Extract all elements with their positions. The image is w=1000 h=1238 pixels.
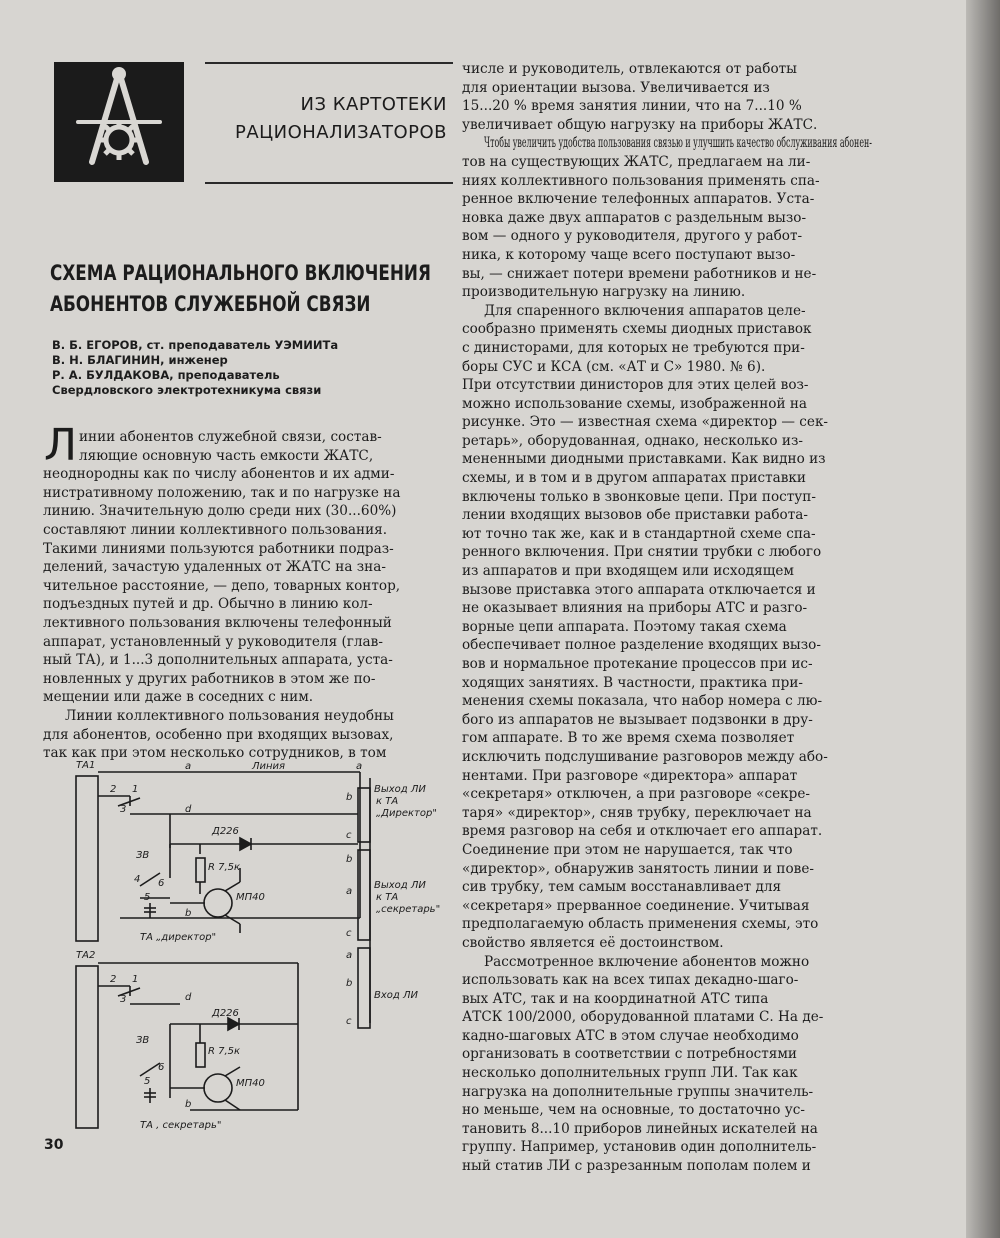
text-line: время разговор на себя и отключает его аппарат. <box>462 823 823 840</box>
schematic-label-input: Вход ЛИ <box>374 990 418 1001</box>
text-line: ренного включения. При снятии трубки с любого <box>462 544 822 561</box>
text-line: лении входящих вызовов обе приставки работа- <box>462 507 808 524</box>
text-line: ходящих занятиях. В частности, практика при- <box>462 674 803 691</box>
text-line: бого из аппаратов не вызывает подзвонки в дру- <box>462 711 813 728</box>
page-edge-shadow <box>966 0 1000 1238</box>
text-line: мещении или даже в соседних с ним. <box>43 689 314 706</box>
text-line: Такими линиями пользуются работники подраз- <box>43 540 394 557</box>
schematic-label-b: b <box>346 978 353 989</box>
text-line: ренное включение телефонных аппаратов. Уста- <box>462 191 815 208</box>
text-line: так как при этом несколько сотрудников, в том <box>43 745 387 762</box>
author-line: Свердловского электротехникума связи <box>52 383 322 397</box>
text-line: 15...20 % время занятия линии, что на 7...10 % <box>462 98 802 115</box>
schematic-label-c: c <box>346 830 352 841</box>
text-line: Соединение при этом не нарушается, так что <box>462 841 793 858</box>
text-line: аппарат, установленный у руководителя (глав- <box>43 633 383 650</box>
title-line-2: АБОНЕНТОВ СЛУЖЕБНОЙ СВЯЗИ <box>50 292 371 316</box>
schematic-label-zv: ЗВ <box>136 850 150 861</box>
text-line: чительное расстояние, — депо, товарных контор, <box>43 577 401 594</box>
schematic-caption-1: ТА „директор" <box>140 932 217 943</box>
text-line: менения схемы показала, что набор номера с лю- <box>462 693 823 710</box>
text-line: тов на существующих ЖАТС, предлагаем на ли- <box>462 153 811 170</box>
text-line: организовать в соответствии с потребностями <box>462 1046 797 1063</box>
text-line: составляют линии коллективного пользования. <box>43 521 388 538</box>
text-line: При отсутствии динисторов для этих целей воз- <box>462 377 809 394</box>
text-line: числе и руководитель, отвлекаются от работы <box>462 61 797 77</box>
schematic-label-6: 6 <box>158 1062 165 1073</box>
text-line: неоднородны как по числу абонентов и их адми- <box>43 466 395 483</box>
schematic-label-a: a <box>346 886 353 897</box>
schematic-label-output: Выход ЛИ <box>374 784 426 795</box>
rubric-header <box>205 62 453 184</box>
text-line: сив трубку, тем самым восстанавливает для <box>462 879 782 896</box>
author-line: В. Н. БЛАГИНИН, инженер <box>52 353 228 367</box>
text-line: нагрузка на дополнительные группы значитель- <box>462 1083 814 1100</box>
rubric-logo <box>54 62 184 182</box>
schematic-label-a: a <box>356 761 363 772</box>
schematic-label-output: к ТА <box>376 892 399 903</box>
text-line: обеспечивает полное разделение входящих вызо- <box>462 637 821 654</box>
text-line: группу. Например, установив один дополнитель- <box>462 1139 817 1156</box>
text-line: можно использование схемы, изображенной на <box>462 395 808 412</box>
text-line: для абонентов, особенно при входящих вызовах, <box>43 726 394 743</box>
schematic-label-a: a <box>185 761 192 772</box>
schematic-label-transistor: МП40 <box>236 892 265 903</box>
schematic-caption-2: ТА , секретарь" <box>140 1120 222 1131</box>
text-line: линию. Значительную долю среди них (30...60%) <box>43 503 397 520</box>
text-line: новка даже двух аппаратов с раздельным вызо- <box>462 209 807 226</box>
text-line: ный ТА), и 1...3 дополнительных аппарата, уста- <box>43 652 393 669</box>
text-line: но меньше, чем на основные, то достаточно ус- <box>462 1102 805 1119</box>
text-line: нистративному положению, так и по нагрузке на <box>43 484 401 501</box>
page-number: 30 <box>44 1137 64 1153</box>
schematic-label-2: 2 <box>110 784 117 795</box>
text-line: с динисторами, для которых не требуются при- <box>462 339 805 356</box>
text-line: рисунке. Это — известная схема «директор — сек- <box>462 414 829 431</box>
text-line: Линии коллективного пользования неудобны <box>65 707 394 724</box>
text-line: из аппаратов и при входящем или исходящем <box>462 563 794 580</box>
text-line: кадно-шаговых АТС в этом случае необходимо <box>462 1027 799 1044</box>
schematic-label-c: c <box>346 1016 352 1027</box>
text-line: для ориентации вызова. Увеличивается из <box>462 79 770 96</box>
schematic-label-4: 4 <box>134 874 141 885</box>
text-line: вызове приставка этого аппарата отключается и <box>462 581 816 598</box>
compass-gear-icon <box>54 62 184 182</box>
text-line: нентами. При разговоре «директора» аппарат <box>462 767 798 784</box>
schematic-label-3: 3 <box>120 804 127 815</box>
schematic-label-5: 5 <box>144 1076 151 1087</box>
text-line: предполагаемую область применения схемы, это <box>462 916 819 933</box>
text-line: гом аппарате. В то же время схема позволяет <box>462 730 795 747</box>
text-line: «директор», обнаружив занятость линии и пове- <box>462 860 814 877</box>
text-line: ретарь», оборудованная, однако, несколько из- <box>462 432 803 449</box>
schematic-label-output: к ТА <box>376 796 399 807</box>
article-title <box>50 258 434 320</box>
text-line: новленных у других работников в этом же по- <box>43 670 376 687</box>
schematic-label-2: 2 <box>110 974 117 985</box>
schematic-label-output: Выход ЛИ <box>374 880 426 891</box>
schematic-label-resistor: R 7,5к <box>208 1046 241 1057</box>
schematic-label-b: b <box>346 792 353 803</box>
text-line: ворные цепи аппарата. Поэтому такая схема <box>462 618 787 635</box>
schematic-label-diode: Д226 <box>212 1008 239 1019</box>
schematic-label-1: 1 <box>132 784 139 795</box>
text-line: мененными диодными приставками. Как видно из <box>462 451 826 468</box>
rubric-line-2: РАЦИОНАЛИЗАТОРОВ <box>234 122 447 143</box>
text-line: вы, — снижает потери времени работников и не- <box>462 265 817 282</box>
schematic-label-1: 1 <box>132 974 139 985</box>
text-line: лективного пользования включены телефонный <box>43 614 392 631</box>
schematic-label-6: 6 <box>158 878 165 889</box>
schematic-label-5: 5 <box>144 892 151 903</box>
text-line: подъездных путей и др. Обычно в линию кол- <box>43 596 373 613</box>
text-line: ный статив ЛИ с разрезанным пополам полем и <box>462 1158 811 1175</box>
right-column <box>462 60 872 1176</box>
text-line: ют точно так же, как и в стандартной схеме спа- <box>462 525 816 542</box>
schematic-label-ta1: ТА1 <box>76 760 96 771</box>
text-line: ниях коллективного пользования применять спа- <box>462 172 820 189</box>
schematic-label-3: 3 <box>120 994 127 1005</box>
text-line: Чтобы увеличить удобства пользования связью и улучшить качество обслуживания абонен- <box>484 135 872 152</box>
schematic-label-a: a <box>346 950 353 961</box>
text-line: вых АТС, так и на координатной АТС типа <box>462 990 769 1007</box>
schematic-label-b: b <box>185 1099 192 1110</box>
text-line: таря» «директор», сняв трубку, переключает на <box>462 804 812 821</box>
text-line: ляющие основную часть емкости ЖАТС, <box>79 447 374 464</box>
author-line: Р. А. БУЛДАКОВА, преподаватель <box>52 368 280 382</box>
schematic-label-transistor: МП40 <box>236 1078 265 1089</box>
schematic-label-d: d <box>185 992 192 1003</box>
text-line: включены только в звонковые цепи. При поступ- <box>462 488 816 505</box>
text-line: не оказывает влияния на приборы АТС и разго- <box>462 600 808 617</box>
schematic-label-c: c <box>346 928 352 939</box>
text-line: инии абонентов служебной связи, состав- <box>79 429 382 445</box>
text-line: использовать как на всех типах декадно-шаго- <box>462 972 799 989</box>
text-line: схемы, и в том и в другом аппаратах приставки <box>462 470 806 487</box>
text-line: вом — одного у руководителя, другого у работ- <box>462 228 803 245</box>
rubric-line-1: ИЗ КАРТОТЕКИ <box>300 94 447 115</box>
text-line: делений, зачастую удаленных от ЖАТС на зна- <box>43 559 386 576</box>
text-line: тановить 8...10 приборов линейных искателей на <box>462 1120 818 1137</box>
schematic-label-d: d <box>185 804 192 815</box>
text-line: исключить подслушивание разговоров между або- <box>462 748 828 765</box>
text-line: несколько дополнительных групп ЛИ. Так как <box>462 1065 798 1082</box>
authors-block <box>52 338 472 398</box>
text-line: вов и нормальное протекание процессов при ис- <box>462 656 813 672</box>
text-line: Для спаренного включения аппаратов целе- <box>484 302 806 319</box>
schematic-label-line: Линия <box>252 761 286 772</box>
schematic-label-b: b <box>346 854 353 865</box>
text-line: сообразно применять схемы диодных приставок <box>462 321 812 338</box>
title-line-1: СХЕМА РАЦИОНАЛЬНОГО ВКЛЮЧЕНИЯ <box>50 261 431 285</box>
text-line: Рассмотренное включение абонентов можно <box>484 953 810 970</box>
text-line: ника, к которому чаще всего поступают вызо- <box>462 246 796 263</box>
drop-cap: Л <box>44 420 78 471</box>
text-line: свойство является её достоинством. <box>462 934 724 951</box>
schematic-label-ta2: ТА2 <box>76 950 96 961</box>
text-line: «секретаря» отключен, а при разговоре «секре- <box>462 786 810 803</box>
schematic-label-b: b <box>185 908 192 919</box>
circuit-schematic <box>40 758 460 1133</box>
left-column <box>43 428 445 763</box>
text-line: увеличивает общую нагрузку на приборы ЖАТС. <box>462 116 818 133</box>
schematic-label-output: „секретарь" <box>376 904 441 915</box>
text-line: боры СУС и КСА (см. «АТ и С» 1980. № 6). <box>462 358 766 375</box>
text-line: АТСК 100/2000, оборудованной платами С. На де- <box>462 1009 824 1026</box>
schematic-label-resistor: R 7,5к <box>208 862 241 873</box>
schematic-label-zv: ЗВ <box>136 1035 150 1046</box>
author-line: В. Б. ЕГОРОВ, ст. преподаватель УЭМИИТа <box>52 338 339 352</box>
schematic-label-output: „Директор" <box>376 808 437 819</box>
text-line: «секретаря» прерванное соединение. Учитывая <box>462 897 810 914</box>
text-line: производительную нагрузку на линию. <box>462 284 746 301</box>
schematic-label-diode: Д226 <box>212 826 239 837</box>
